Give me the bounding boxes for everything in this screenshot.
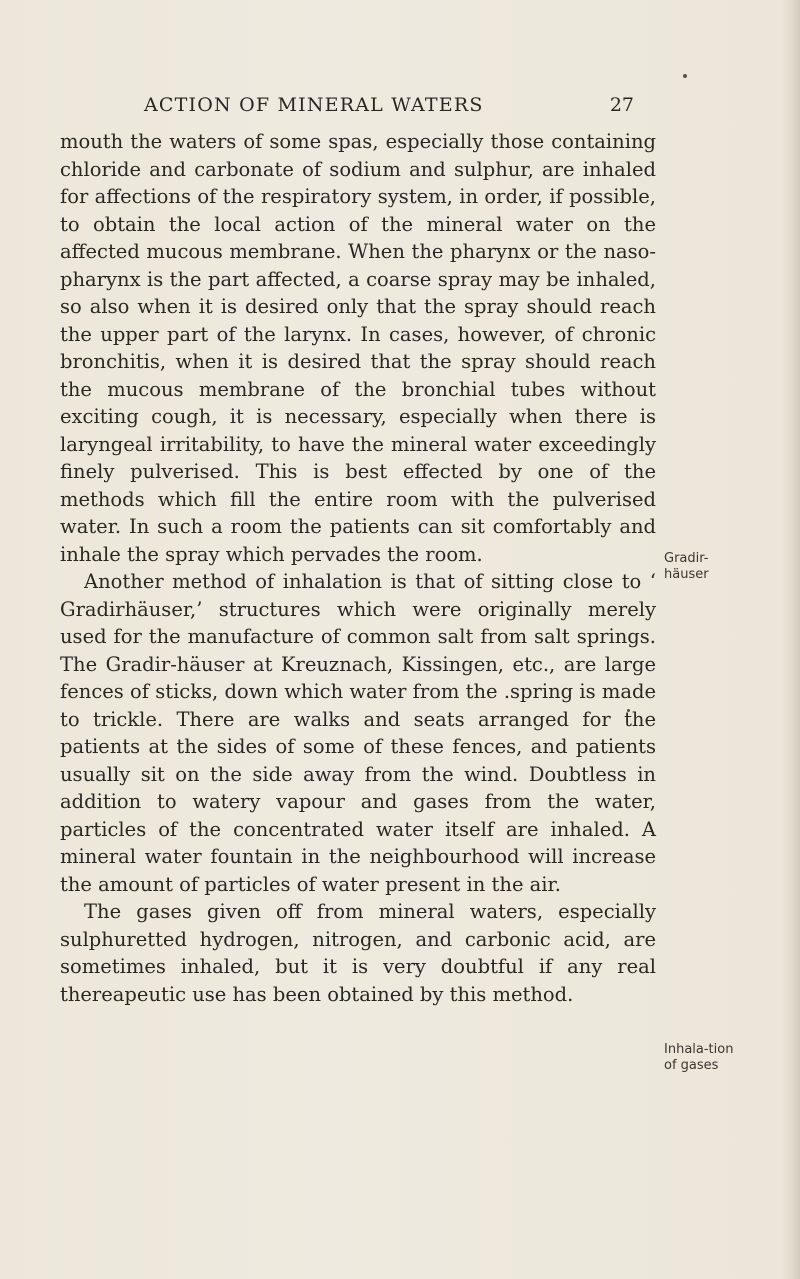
page-header bbox=[144, 94, 634, 122]
page-number: 27 bbox=[609, 94, 634, 116]
print-speck bbox=[683, 74, 687, 78]
page-edge-shadow bbox=[782, 0, 800, 1279]
paragraph-gradirhauser: Another method of inhalation is that of sitting close to ‘ Gradirhäuser,’ structures which were originally merely used for the manufacture of common salt from salt springs. The Gradir-häuser at Kreuznach, Kissingen, etc., are large fences of sticks, down which water from the .spring is made to trickle. There are walks and seats arranged for the patients at the sides of some of these fences, and patients usually sit on the side away from the wind. Doubtless in addition to watery vapour and gases from the water, particles of the concentrated water itself are inhaled. A mineral water fountain in the neighbourhood will increase the amount of particles of water present in the air. bbox=[60, 570, 656, 896]
paragraph-inhalation-of-gases: The gases given off from mineral waters, especially sulphuretted hydrogen, nitrogen, and carbonic acid, are sometimes inhaled, but it is very doubtful if any real thereapeutic use has been obtained by this method. bbox=[60, 900, 656, 1006]
running-title: ACTION OF MINERAL WATERS bbox=[144, 94, 484, 116]
margin-note-gradirhauser: Gradir-häuser bbox=[664, 551, 709, 582]
paragraph-continued: mouth the waters of some spas, especially those containing chloride and carbonate of sodium and sulphur, are inhaled for affections of the respiratory system, in order, if possible, to obtain the local action of the mineral water on the affected mucous membrane. When the pharynx or the naso-pharynx is the part affected, a coarse spray may be inhaled, so also when it is desired only that the spray should reach the upper part of the larynx. In cases, however, of chronic bronchitis, when it is desired that the spray should reach the mucous membrane of the bronchial tubes without exciting cough, it is necessary, especially when there is laryngeal irritability, to have the mineral water exceedingly finely pulverised. This is best effected by one of the methods which fill the entire room with the pulverised water. In such a room the patients can sit comfortably and inhale the spray which pervades the room. bbox=[60, 130, 656, 566]
margin-note-inhalation-of-gases: Inhala-tion of gases bbox=[664, 1042, 734, 1073]
body-text bbox=[60, 128, 656, 1008]
